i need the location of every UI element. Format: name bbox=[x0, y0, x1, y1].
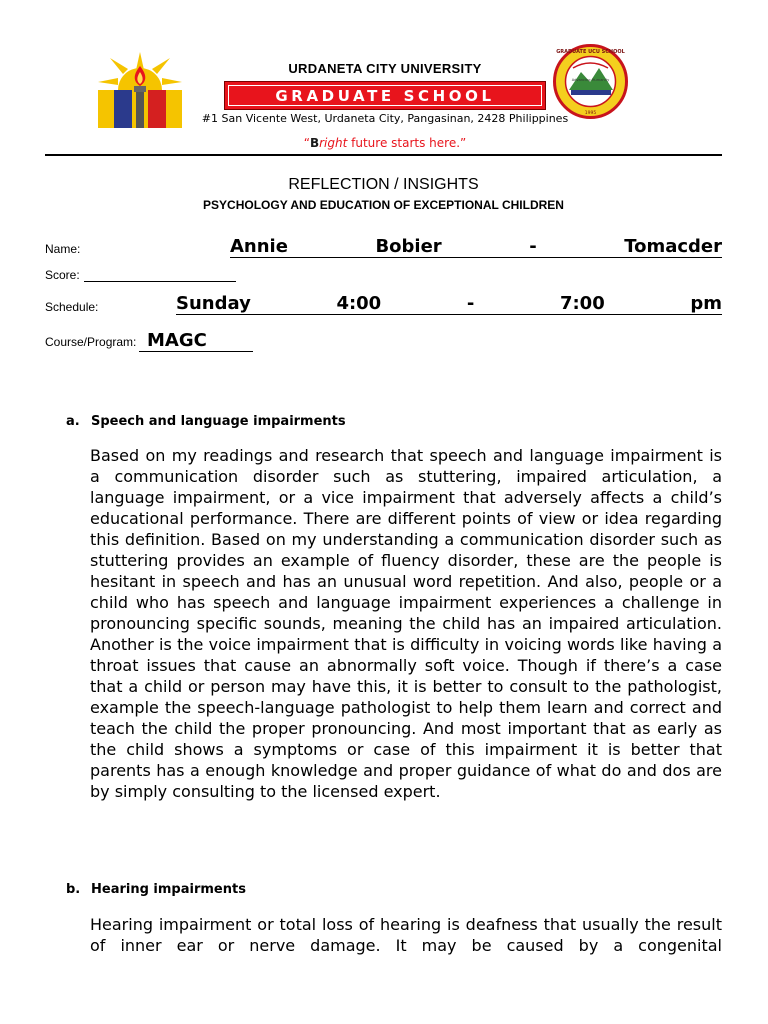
name-word: Tomacder bbox=[624, 236, 722, 257]
graduate-school-banner bbox=[224, 81, 546, 110]
score-blank-line bbox=[84, 281, 236, 282]
name-word: Annie bbox=[230, 236, 288, 257]
schedule-value bbox=[176, 293, 722, 315]
course-program-value bbox=[139, 330, 253, 352]
graduate-school-banner-frame bbox=[228, 85, 542, 106]
course-program-text: MAGC bbox=[147, 330, 207, 351]
graduate-school-label: GRADUATE SCHOOL bbox=[275, 86, 495, 105]
document-subtitle: PSYCHOLOGY AND EDUCATION OF EXCEPTIONAL CHILDREN bbox=[203, 198, 564, 212]
document-title: REFLECTION / INSIGHTS bbox=[288, 176, 479, 193]
schedule-label: Schedule: bbox=[45, 300, 99, 314]
section-a-body: Based on my readings and research that speech and language impairment is a communication disorder such as stuttering, impaired articulation, a language impairment, or a vice impairment that adversely affects a child’s educational performance. There are different points of view or idea regarding this definition. Based on my understanding a communication disorder such as stuttering provides an example of fluency disorder, these are the people is hesitant in speech and has an unusual word repetition. And also, people or a child who has speech and language impairment experiences a challenge in pronouncing specific sounds, meaning the child has an impaired articulation. Another is the voice impairment that is difficulty in voicing words like having a throat issues that cause an abnormally soft voice. Though if there’s a case that a child or person may have this, it is better to consult to the pathologist, example the speech-language pathologist to help them learn and correct and teach the child the proper pronouncing. And most important that as early as the child shows a symptoms or case of this impairment it is better that parents has a enough knowledge and proper guidance of what do and dos are by simply consulting to the licensed expert. bbox=[90, 446, 722, 801]
university-address: #1 San Vicente West, Urdaneta City, Pangasinan, 2428 Philippines bbox=[201, 112, 569, 125]
seal-year: 1995 bbox=[584, 111, 597, 116]
course-program-label: Course/Program: bbox=[45, 335, 137, 349]
schedule-word: Sunday bbox=[176, 293, 251, 314]
section-a-title: Speech and language impairments bbox=[91, 414, 346, 429]
name-label: Name: bbox=[45, 242, 81, 256]
tagline-open-quote: “ bbox=[303, 136, 310, 150]
section-b-title: Hearing impairments bbox=[91, 882, 246, 897]
schedule-word: 4:00 bbox=[336, 293, 382, 314]
tagline bbox=[222, 136, 548, 150]
schedule-word: pm bbox=[690, 293, 722, 314]
university-logo-icon bbox=[96, 50, 184, 130]
section-b-letter: b. bbox=[66, 882, 81, 897]
name-value bbox=[230, 236, 722, 258]
tagline-bold-letter: B bbox=[309, 136, 320, 150]
tagline-italic: right bbox=[319, 136, 348, 150]
name-word: - bbox=[529, 236, 537, 257]
schedule-word: - bbox=[466, 293, 475, 314]
seal-motto: Advancing Humanity bbox=[571, 78, 610, 82]
section-b-body: Hearing impairment or total loss of hearing is deafness that usually the result of inner ear or nerve damage. It may be caused by a congenital bbox=[90, 915, 722, 955]
score-label: Score: bbox=[45, 268, 80, 282]
graduate-school-seal-icon bbox=[553, 44, 628, 119]
header-divider bbox=[45, 154, 722, 156]
name-word: Bobier bbox=[375, 236, 442, 257]
section-b-heading bbox=[66, 882, 246, 897]
university-name: URDANETA CITY UNIVERSITY bbox=[288, 61, 482, 76]
tagline-rest: future starts here.” bbox=[347, 136, 467, 150]
seal-text: GRADUATE UCU SCHOOL bbox=[556, 49, 625, 55]
schedule-word: 7:00 bbox=[559, 293, 605, 314]
section-a-heading bbox=[66, 414, 346, 429]
section-a-letter: a. bbox=[66, 414, 80, 429]
